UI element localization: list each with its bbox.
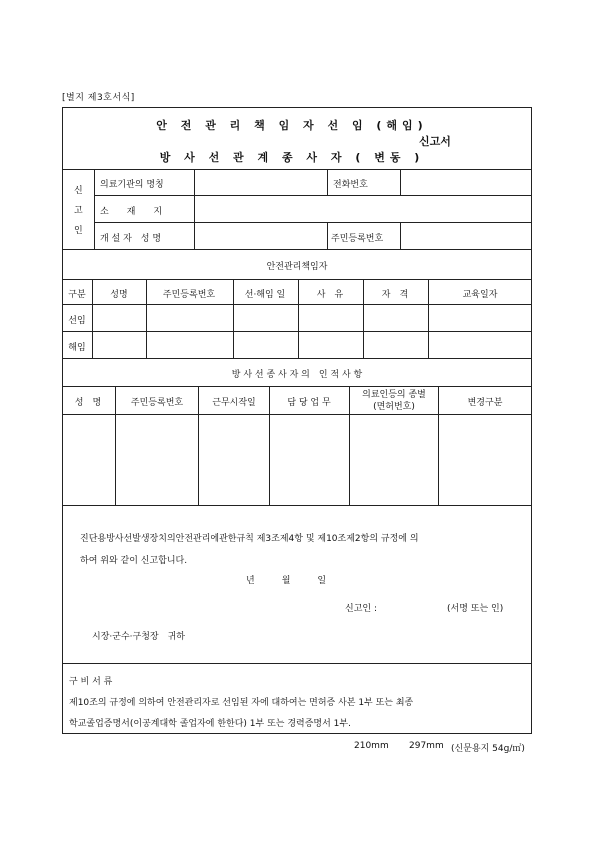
- reporter-sign-label: 신고인 :: [345, 604, 377, 614]
- manager-section-title: 안전관리책임자: [266, 262, 328, 272]
- divider: [438, 386, 439, 505]
- divider: [92, 279, 93, 358]
- manager-row-label: 선임: [68, 316, 86, 326]
- documents-text: 제10조의 규정에 의하여 안전관리자로 선임된 자에 대하여는 면허증 사본 1부 또는 최종: [69, 698, 414, 708]
- divider: [62, 331, 532, 332]
- workers-col-header: 의료인등의 종별 (면허번호): [362, 390, 426, 412]
- divider: [349, 386, 350, 505]
- workers-col-header: 근무시작일: [212, 398, 256, 408]
- divider: [298, 279, 299, 358]
- founder-name-label: 개 설 자 성 명: [100, 234, 162, 244]
- declaration-text: 진단용방사선발생장치의안전관리에관한규칙 제3조제4항 및 제10조제2항의 규정에 의: [80, 534, 419, 544]
- divider: [62, 249, 532, 250]
- phone-label: 전화번호: [333, 180, 368, 190]
- declaration-date: 년 월 일: [246, 576, 327, 586]
- form-label: [별지 제3호서식]: [62, 93, 135, 103]
- divider: [94, 169, 95, 249]
- reporter-side-label: 인: [74, 226, 83, 236]
- paper-width: 210mm: [354, 741, 389, 751]
- divider: [400, 222, 401, 249]
- divider: [363, 279, 364, 358]
- form-title-line1: 안 전 관 리 책 임 자 선 임 (해임): [156, 119, 428, 132]
- divider: [146, 279, 147, 358]
- institution-name-label: 의료기관의 명칭: [100, 180, 164, 190]
- signature-note: (서명 또는 인): [447, 604, 504, 614]
- divider: [428, 279, 429, 358]
- declaration-text: 하여 위와 같이 신고합니다.: [80, 556, 188, 566]
- paper-height: 297mm: [409, 741, 444, 751]
- divider: [62, 279, 532, 280]
- manager-row-label: 해임: [68, 343, 86, 353]
- divider: [62, 414, 532, 415]
- divider: [62, 663, 532, 664]
- address-label: 소 재 지: [100, 207, 163, 217]
- form-title-line2: 방 사 선 관 계 종 사 자 ( 변동 ): [159, 151, 425, 164]
- workers-section-title: 방 사 선 종 사 자 의 인 적 사 항: [231, 370, 363, 380]
- divider: [94, 222, 532, 223]
- documents-title: 구 비 서 류: [69, 677, 113, 687]
- divider: [62, 386, 532, 387]
- divider: [62, 505, 532, 506]
- form-title-suffix: 신고서: [419, 135, 451, 148]
- divider: [62, 169, 532, 170]
- divider: [62, 304, 532, 305]
- manager-col-header: 사 유: [316, 290, 344, 300]
- resident-no-label: 주민등록번호: [331, 234, 384, 244]
- manager-col-header: 자 격: [381, 290, 409, 300]
- paper-note: (신문용지 54g/㎡): [451, 744, 525, 754]
- documents-text: 학교졸업증명서(이공계대학 졸업자에 한한다) 1부 또는 경력증명서 1부.: [69, 719, 351, 729]
- divider: [233, 279, 234, 358]
- workers-col-header: 성 명: [74, 398, 102, 408]
- manager-col-header: 구분: [68, 290, 86, 300]
- divider: [327, 222, 328, 249]
- divider: [327, 169, 328, 195]
- manager-col-header: 주민등록번호: [162, 290, 216, 300]
- divider: [62, 358, 532, 359]
- workers-col-header: 담 당 업 무: [287, 398, 331, 408]
- manager-col-header: 선·해임 일: [244, 290, 286, 300]
- divider: [400, 169, 401, 195]
- divider: [115, 386, 116, 505]
- divider: [94, 195, 532, 196]
- reporter-side-label: 고: [74, 206, 83, 216]
- workers-col-header: 변경구분: [467, 398, 503, 408]
- divider: [198, 386, 199, 505]
- addressee: 시장·군수·구청장 귀하: [92, 632, 185, 642]
- manager-col-header: 성명: [110, 290, 128, 300]
- workers-col-header: 주민등록번호: [130, 398, 184, 408]
- reporter-side-label: 신: [74, 186, 83, 196]
- manager-col-header: 교육일자: [462, 290, 498, 300]
- divider: [269, 386, 270, 505]
- divider: [194, 169, 195, 249]
